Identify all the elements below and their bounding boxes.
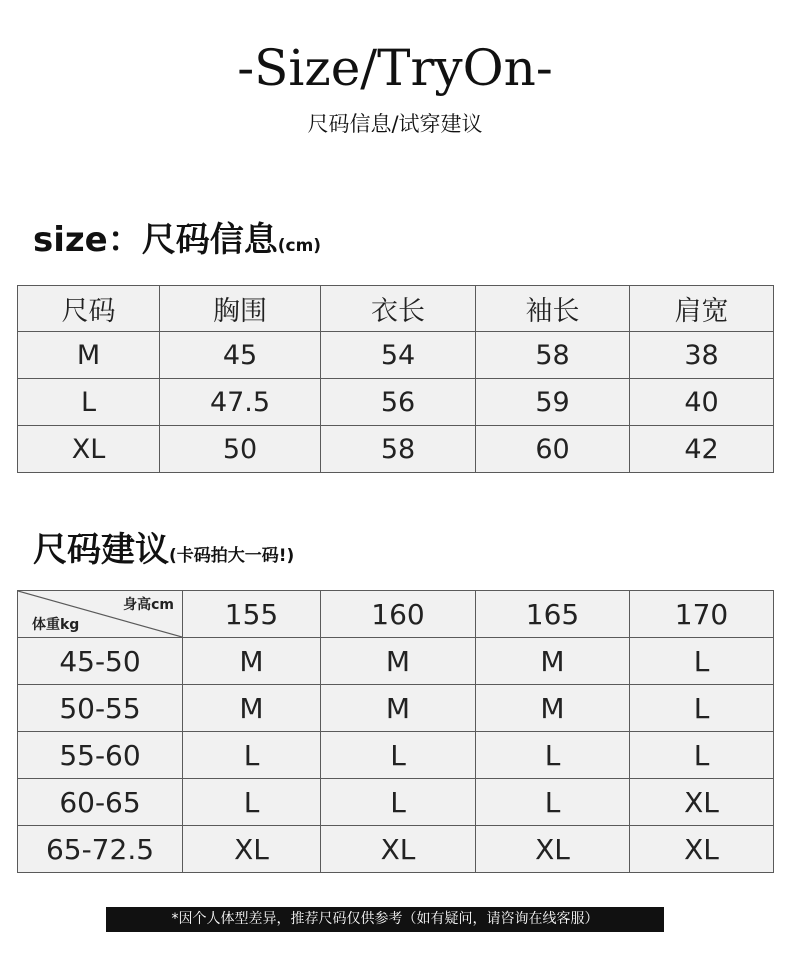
- table-cell: M: [183, 638, 321, 685]
- table-header-row: [18, 286, 774, 332]
- row-header: 65-72.5: [18, 826, 183, 873]
- table-cell: L: [183, 779, 321, 826]
- table-cell: L: [630, 732, 774, 779]
- table-cell: 60: [476, 426, 630, 473]
- weight-axis-label: 体重kg: [32, 617, 80, 633]
- column-header: 155: [183, 591, 321, 638]
- table-row: [18, 779, 774, 826]
- table-row: [18, 732, 774, 779]
- column-header: 袖长: [476, 286, 630, 332]
- table-cell: M: [183, 685, 321, 732]
- table-cell: L: [321, 779, 476, 826]
- table-cell: XL: [18, 426, 160, 473]
- table-cell: M: [321, 638, 476, 685]
- table-cell: L: [476, 779, 630, 826]
- table-cell: M: [476, 685, 630, 732]
- table-cell: 50: [160, 426, 321, 473]
- table-cell: XL: [630, 826, 774, 873]
- table-cell: L: [630, 638, 774, 685]
- recommendation-heading-text: 尺码建议: [33, 530, 169, 570]
- table-header-row: [18, 591, 774, 638]
- table-row: [18, 426, 774, 473]
- table-cell: 47.5: [160, 379, 321, 426]
- column-header: 170: [630, 591, 774, 638]
- table-cell: L: [630, 685, 774, 732]
- table-cell: 58: [476, 332, 630, 379]
- column-header: 胸围: [160, 286, 321, 332]
- table-cell: L: [321, 732, 476, 779]
- row-header: 50-55: [18, 685, 183, 732]
- size-recommendation-table: [17, 590, 774, 873]
- diagonal-corner-cell: [18, 591, 183, 638]
- column-header: 肩宽: [630, 286, 774, 332]
- table-cell: 59: [476, 379, 630, 426]
- size-info-heading: [33, 212, 321, 261]
- column-header: 尺码: [18, 286, 160, 332]
- table-cell: L: [476, 732, 630, 779]
- size-heading-text: size：尺码信息: [33, 220, 278, 260]
- table-row: [18, 332, 774, 379]
- disclaimer-banner: *因个人体型差异，推荐尺码仅供参考（如有疑问，请咨询在线客服）: [106, 907, 664, 932]
- table-cell: M: [321, 685, 476, 732]
- table-cell: L: [18, 379, 160, 426]
- table-row: [18, 379, 774, 426]
- table-cell: 40: [630, 379, 774, 426]
- row-header: 55-60: [18, 732, 183, 779]
- column-header: 衣长: [321, 286, 476, 332]
- size-info-table: [17, 285, 774, 473]
- table-cell: 58: [321, 426, 476, 473]
- table-cell: M: [18, 332, 160, 379]
- table-cell: M: [476, 638, 630, 685]
- column-header: 165: [476, 591, 630, 638]
- size-heading-unit: (cm): [277, 236, 322, 256]
- column-header: 160: [321, 591, 476, 638]
- table-cell: XL: [183, 826, 321, 873]
- size-recommendation-heading: [33, 522, 294, 571]
- row-header: 60-65: [18, 779, 183, 826]
- row-header: 45-50: [18, 638, 183, 685]
- table-cell: 45: [160, 332, 321, 379]
- page-subtitle: 尺码信息/试穿建议: [307, 112, 483, 136]
- table-cell: 56: [321, 379, 476, 426]
- table-row: [18, 826, 774, 873]
- table-row: [18, 638, 774, 685]
- table-cell: XL: [321, 826, 476, 873]
- table-cell: L: [183, 732, 321, 779]
- table-cell: XL: [630, 779, 774, 826]
- table-cell: 54: [321, 332, 476, 379]
- page-title: -Size/TryOn-: [237, 39, 553, 97]
- table-cell: 42: [630, 426, 774, 473]
- table-cell: 38: [630, 332, 774, 379]
- table-row: [18, 685, 774, 732]
- recommendation-heading-note: (卡码拍大一码!): [169, 546, 295, 566]
- height-axis-label: 身高cm: [123, 597, 174, 613]
- table-cell: XL: [476, 826, 630, 873]
